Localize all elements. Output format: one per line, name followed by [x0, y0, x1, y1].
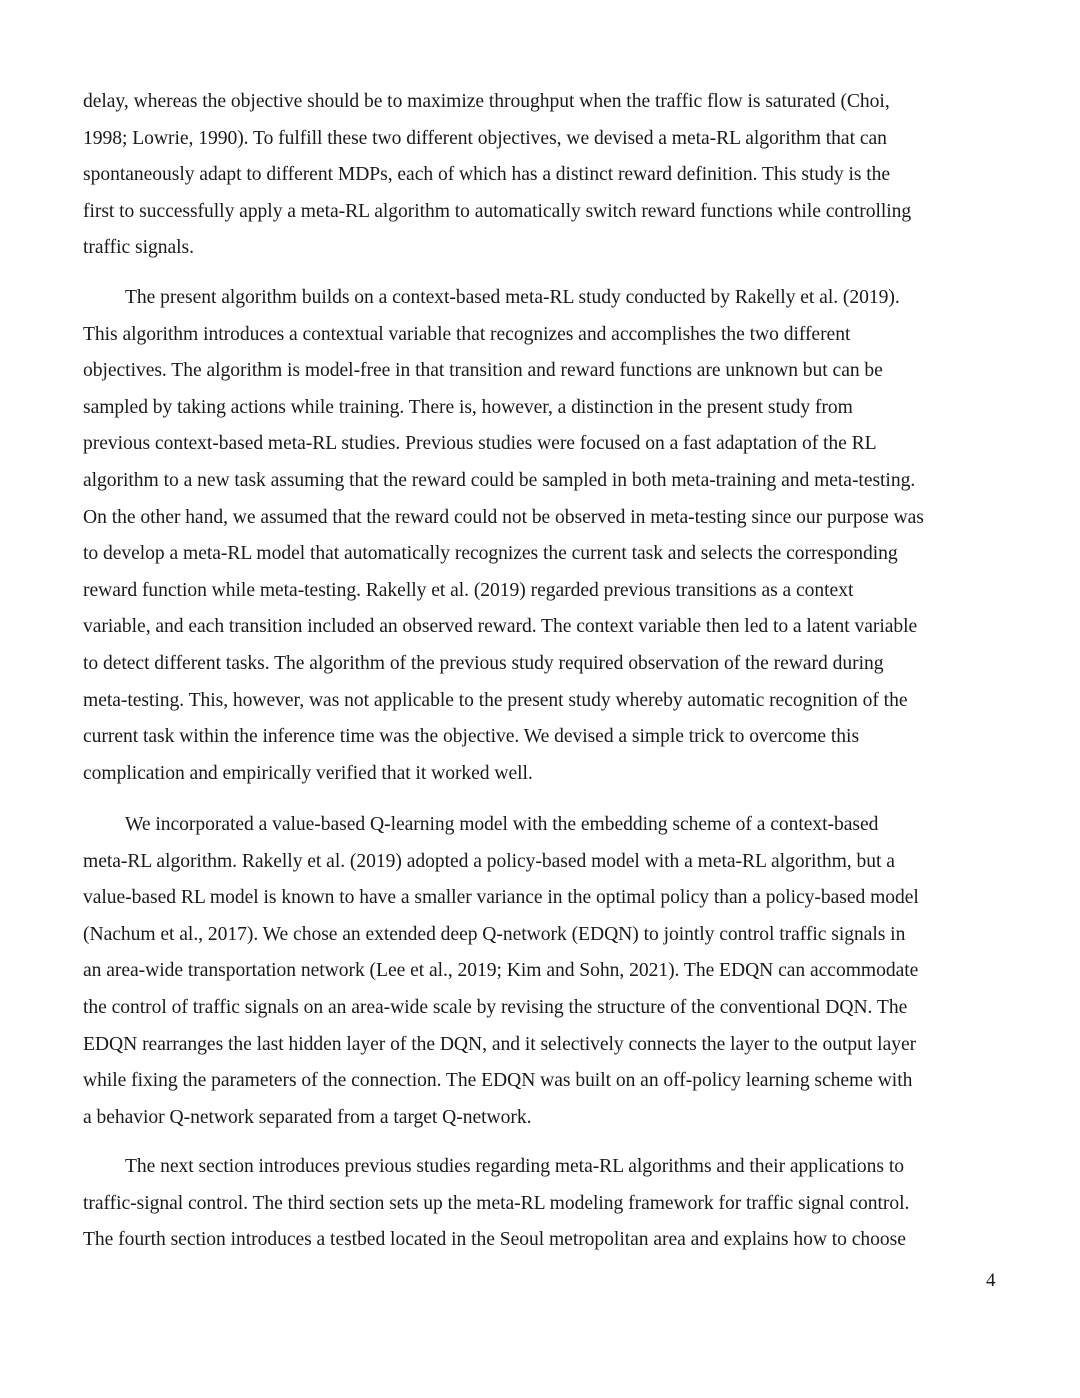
text-line: current task within the inference time was the objective. We devised a simple trick to overcome this [83, 726, 860, 748]
text-line: a behavior Q-network separated from a target Q-network. [83, 1106, 532, 1128]
text-line: 1998; Lowrie, 1990). To fulfill these two different objectives, we devised a meta-RL algorithm that can [83, 127, 887, 149]
text-line: an area-wide transportation network (Lee et al., 2019; Kim and Sohn, 2021). The EDQN can accommodate [83, 960, 919, 982]
paragraph-1 [83, 84, 1003, 267]
text-line: traffic signals. [83, 237, 194, 259]
text-line: variable, and each transition included an observed reward. The context variable then led to a latent variable [83, 616, 918, 638]
text-line: to detect different tasks. The algorithm of the previous study required observation of the reward during [83, 652, 884, 674]
text-line: while fixing the parameters of the connection. The EDQN was built on an off-policy learning scheme with [83, 1070, 913, 1092]
text-line: The next section introduces previous studies regarding meta-RL algorithms and their applications to [125, 1156, 904, 1177]
text-line: first to successfully apply a meta-RL algorithm to automatically switch reward functions while controlling [83, 200, 912, 222]
text-line: traffic-signal control. The third section sets up the meta-RL modeling framework for traffic signal control. [83, 1192, 910, 1214]
text-line: algorithm to a new task assuming that the reward could be sampled in both meta-training and meta-testing. [83, 469, 916, 491]
text-line: reward function while meta-testing. Rakelly et al. (2019) regarded previous transitions as a context [83, 579, 854, 601]
page-number: 4 [986, 1270, 996, 1291]
text-line: spontaneously adapt to different MDPs, each of which has a distinct reward definition. This study is the [83, 164, 891, 186]
text-line: meta-testing. This, however, was not applicable to the present study whereby automatic recognition of the [83, 689, 908, 711]
text-line: meta-RL algorithm. Rakelly et al. (2019) adopted a policy-based model with a meta-RL algorithm, but a [83, 850, 895, 872]
text-line: to develop a meta-RL model that automatically recognizes the current task and selects the corresponding [83, 543, 898, 565]
text-line: (Nachum et al., 2017). We chose an extended deep Q-network (EDQN) to jointly control traffic signals in [83, 923, 906, 945]
text-line: value-based RL model is known to have a smaller variance in the optimal policy than a policy-based model [83, 887, 919, 909]
text-line: The fourth section introduces a testbed located in the Seoul metropolitan area and explains how to choose [83, 1229, 906, 1251]
text-line: On the other hand, we assumed that the reward could not be observed in meta-testing since our purpose was [83, 506, 924, 528]
text-line: sampled by taking actions while training. There is, however, a distinction in the present study from [83, 396, 853, 418]
text-line: complication and empirically verified that it worked well. [83, 762, 533, 784]
text-line: the control of traffic signals on an area-wide scale by revising the structure of the conventional DQN. The [83, 996, 908, 1018]
text-line: previous context-based meta-RL studies. Previous studies were focused on a fast adaptation of the RL [83, 433, 877, 455]
text-line: The present algorithm builds on a context-based meta-RL study conducted by Rakelly et al. (2019). [125, 287, 900, 308]
text-line: objectives. The algorithm is model-free in that transition and reward functions are unknown but can be [83, 360, 883, 382]
paragraph-3 [83, 807, 1003, 1136]
text-line: We incorporated a value-based Q-learning model with the embedding scheme of a context-based [125, 814, 879, 835]
text-line: This algorithm introduces a contextual variable that recognizes and accomplishes the two different [83, 323, 851, 345]
text-line: EDQN rearranges the last hidden layer of the DQN, and it selectively connects the layer to the output layer [83, 1033, 917, 1055]
text-line: delay, whereas the objective should be to maximize throughput when the traffic flow is saturated (Choi, [83, 91, 890, 112]
paragraph-2 [83, 280, 1003, 792]
paragraph-4 [83, 1149, 1003, 1259]
